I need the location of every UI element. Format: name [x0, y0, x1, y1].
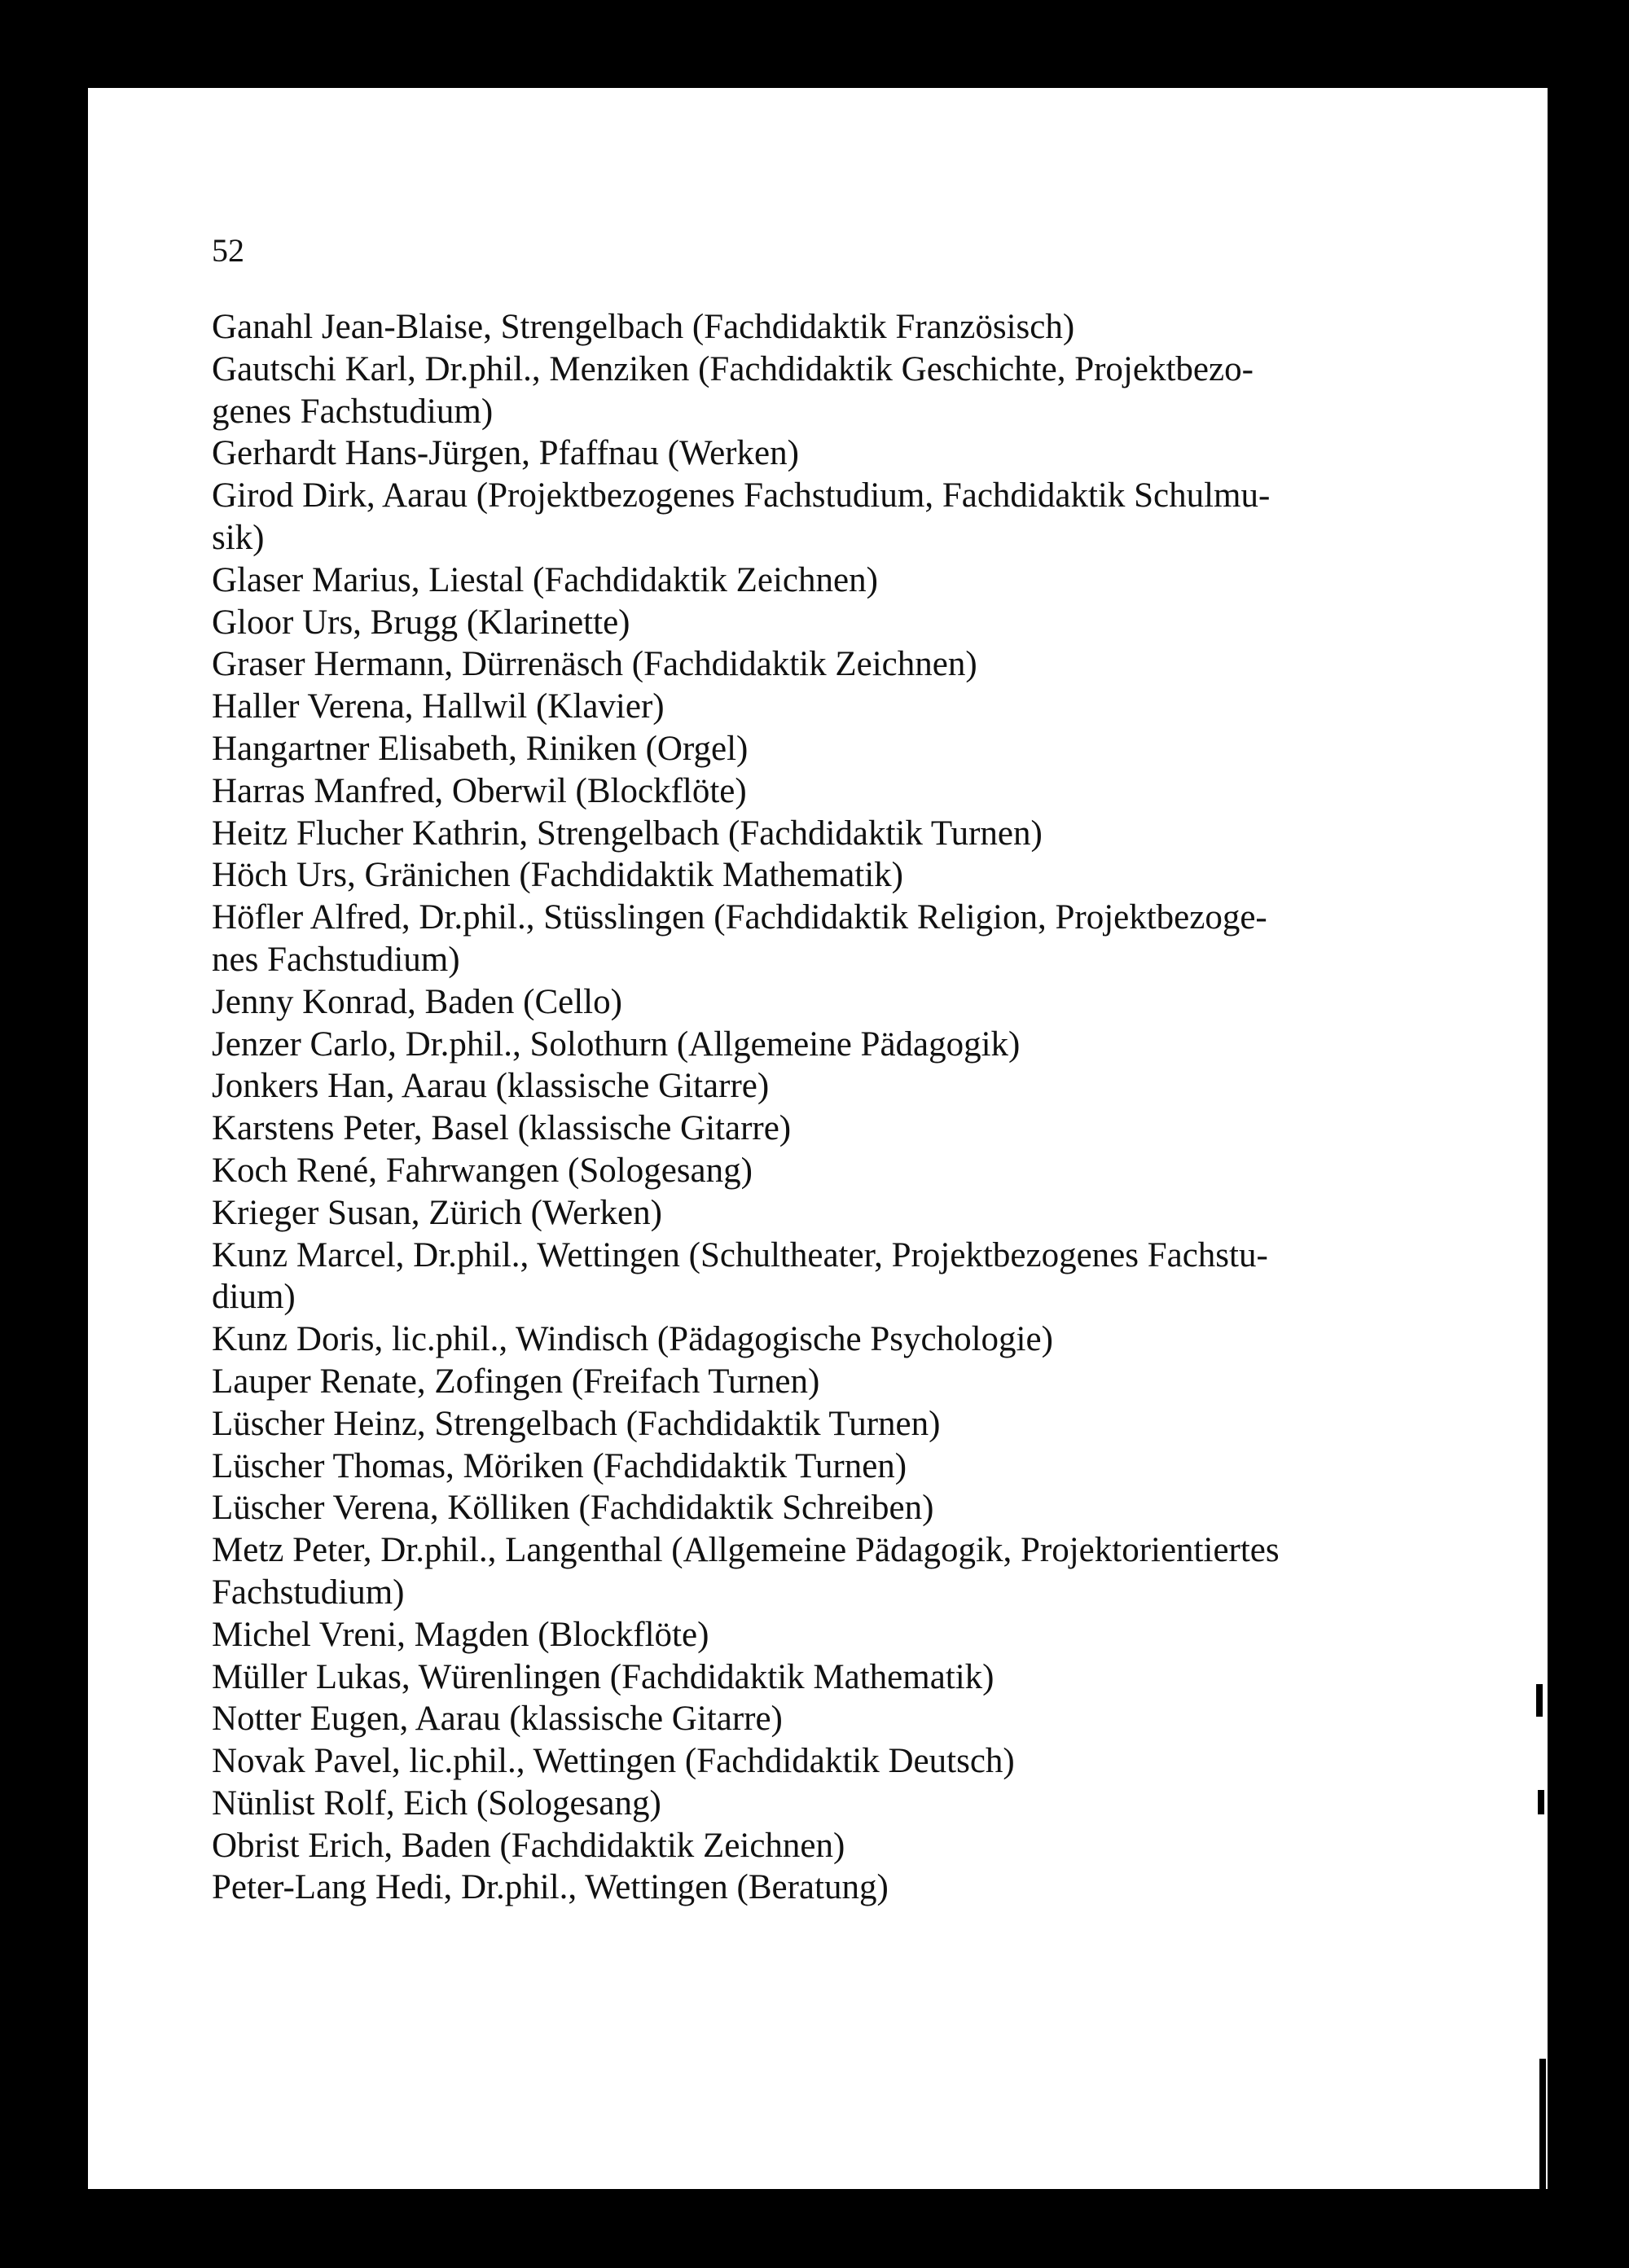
- scan-edge-mark: [1538, 1790, 1544, 1814]
- directory-line: Ganahl Jean-Blaise, Strengelbach (Fachdidaktik Französisch): [212, 308, 1075, 346]
- scan-edge-mark: [1536, 1684, 1543, 1717]
- directory-line: Graser Hermann, Dürrenäsch (Fachdidaktik Zeichnen): [212, 645, 977, 684]
- directory-line: Obrist Erich, Baden (Fachdidaktik Zeichnen): [212, 1826, 845, 1865]
- directory-line: Kunz Doris, lic.phil., Windisch (Pädagogische Psychologie): [212, 1320, 1053, 1359]
- document-page: [88, 88, 1548, 2189]
- directory-line: Jenny Konrad, Baden (Cello): [212, 982, 622, 1021]
- directory-line: Gloor Urs, Brugg (Klarinette): [212, 603, 630, 642]
- directory-line: Metz Peter, Dr.phil., Langenthal (Allgemeine Pädagogik, Projektorientiertes: [212, 1531, 1280, 1570]
- directory-line: Fachstudium): [212, 1573, 405, 1612]
- directory-line: Höch Urs, Gränichen (Fachdidaktik Mathematik): [212, 856, 903, 895]
- scan-edge-mark: [1539, 2059, 1546, 2189]
- page-number: 52: [212, 232, 244, 269]
- directory-line: Harras Manfred, Oberwil (Blockflöte): [212, 771, 747, 810]
- directory-line: sik): [212, 518, 265, 557]
- directory-line: Heitz Flucher Kathrin, Strengelbach (Fachdidaktik Turnen): [212, 814, 1043, 853]
- directory-line: Jonkers Han, Aarau (klassische Gitarre): [212, 1067, 770, 1106]
- directory-line: Kunz Marcel, Dr.phil., Wettingen (Schultheater, Projektbezogenes Fachstu-: [212, 1235, 1268, 1274]
- directory-line: dium): [212, 1278, 296, 1317]
- directory-line: Peter-Lang Hedi, Dr.phil., Wettingen (Beratung): [212, 1868, 889, 1907]
- directory-line: Jenzer Carlo, Dr.phil., Solothurn (Allgemeine Pädagogik): [212, 1024, 1021, 1064]
- directory-line: Haller Verena, Hallwil (Klavier): [212, 687, 665, 726]
- directory-line: Lauper Renate, Zofingen (Freifach Turnen): [212, 1362, 820, 1401]
- directory-line: Gerhardt Hans-Jürgen, Pfaffnau (Werken): [212, 434, 799, 473]
- directory-line: Krieger Susan, Zürich (Werken): [212, 1193, 662, 1232]
- directory-line: Karstens Peter, Basel (klassische Gitarre): [212, 1109, 792, 1148]
- directory-line: genes Fachstudium): [212, 392, 494, 431]
- directory-line: Lüscher Thomas, Möriken (Fachdidaktik Turnen): [212, 1446, 907, 1485]
- directory-line: Müller Lukas, Würenlingen (Fachdidaktik Mathematik): [212, 1657, 995, 1696]
- directory-line: Höfler Alfred, Dr.phil., Stüsslingen (Fachdidaktik Religion, Projektbezoge-: [212, 898, 1267, 937]
- directory-line: Nünlist Rolf, Eich (Sologesang): [212, 1783, 661, 1823]
- directory-line: Novak Pavel, lic.phil., Wettingen (Fachdidaktik Deutsch): [212, 1742, 1015, 1781]
- directory-line: Girod Dirk, Aarau (Projektbezogenes Fachstudium, Fachdidaktik Schulmu-: [212, 476, 1271, 515]
- directory-line: Hangartner Elisabeth, Riniken (Orgel): [212, 729, 749, 768]
- directory-line: Lüscher Heinz, Strengelbach (Fachdidaktik Turnen): [212, 1404, 941, 1443]
- directory-line: nes Fachstudium): [212, 940, 460, 979]
- directory-line: Glaser Marius, Liestal (Fachdidaktik Zeichnen): [212, 560, 878, 599]
- entry-list: [212, 306, 1515, 1909]
- directory-line: Michel Vreni, Magden (Blockflöte): [212, 1615, 709, 1654]
- directory-line: Gautschi Karl, Dr.phil., Menziken (Fachdidaktik Geschichte, Projektbezo-: [212, 349, 1254, 388]
- directory-line: Notter Eugen, Aarau (klassische Gitarre): [212, 1700, 783, 1739]
- directory-line: Koch René, Fahrwangen (Sologesang): [212, 1151, 753, 1190]
- directory-line: Lüscher Verena, Kölliken (Fachdidaktik Schreiben): [212, 1489, 934, 1528]
